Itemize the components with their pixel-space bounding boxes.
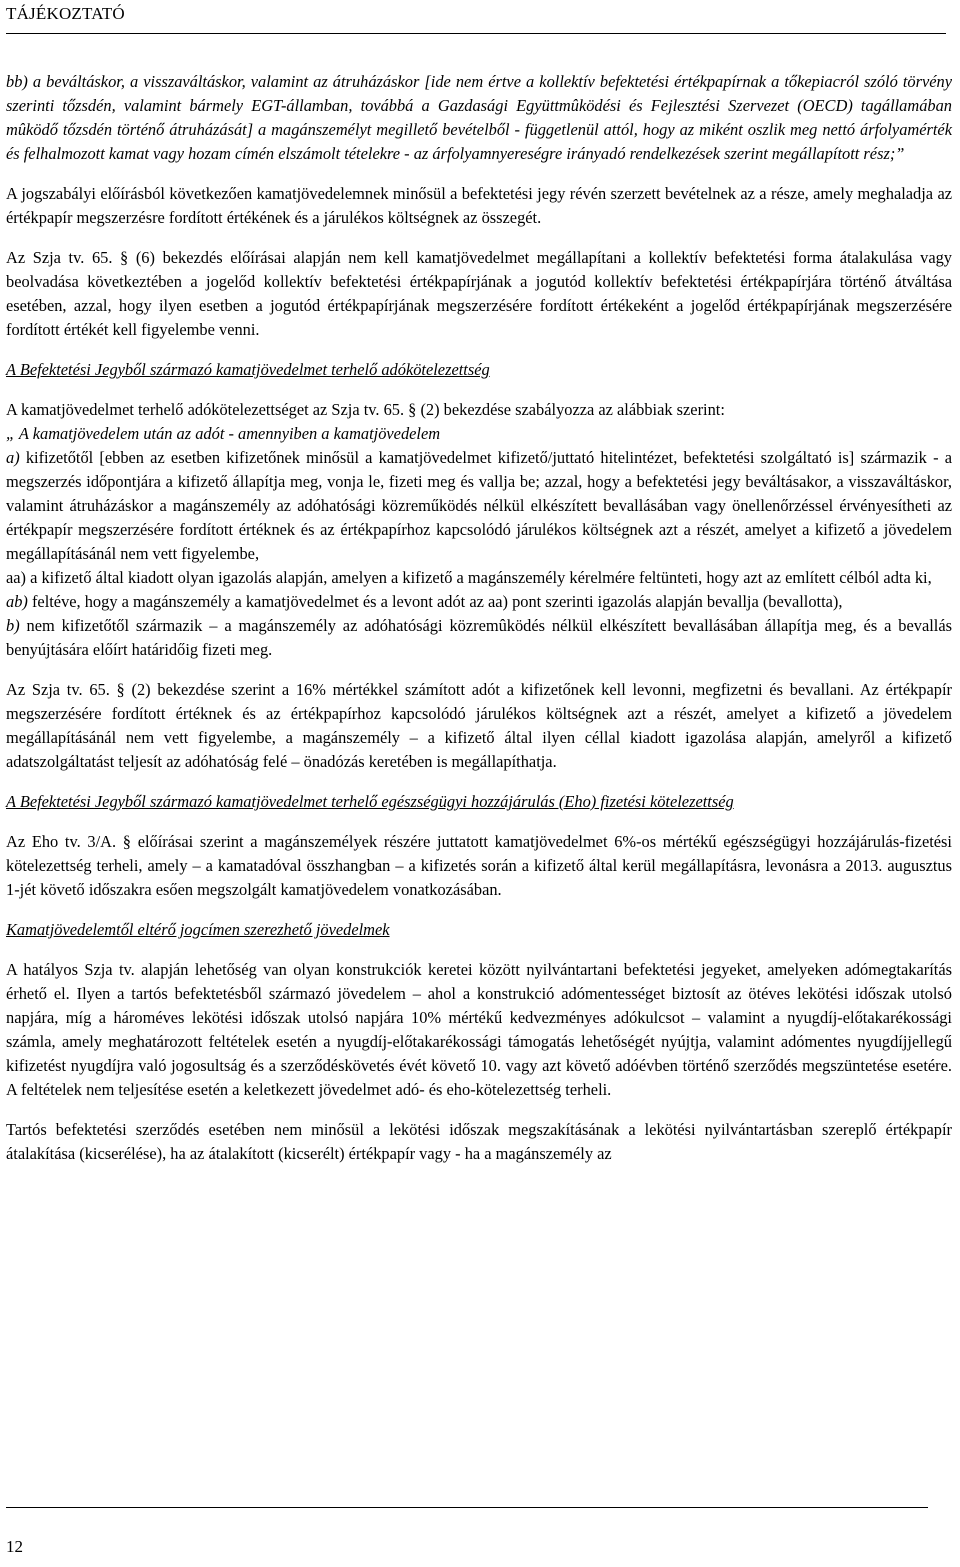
header-divider bbox=[6, 33, 946, 34]
paragraph-szja-65-2-intro: A kamatjövedelmet terhelő adókötelezettséget az Szja tv. 65. § (2) bekezdése szabályozza az alábbiak szerint: bbox=[6, 400, 725, 419]
quoted-paragraph-bb: bb) a beváltáskor, a visszaváltáskor, valamint az átruházáskor [ide nem értve a kollektív befektetési értékpapírnak a tőkepiacról szóló törvény szerinti tőzsdén, valamint bármely EGT-államban, továbbá a Gazdasági Együttmûködési és Fejlesztési Szervezet (OECD) tagállamában mûködő tőzsdén történő átruházását] a magánszemélyt megillető bevételből - függetlenül attól, hogy az miként oszlik meg nettó árfolyamérték és felhalmozott kamat vagy hozam címén elszámolt tételekre - az árfolyamnyereségre irányadó rendelkezések szerint megállapított rész;” bbox=[6, 72, 952, 163]
list-item-aa: aa) a kifizető által kiadott olyan igazolás alapján, amelyen a kifizető a magánszemély kérelmére feltünteti, hogy azt az említett célból adta ki, bbox=[6, 568, 932, 587]
list-item-a bbox=[6, 446, 952, 566]
list-item-b bbox=[6, 614, 952, 662]
paragraph-16-percent-tax: Az Szja tv. 65. § (2) bekezdése szerint a 16% mértékkel számított adót a kifizetőnek kell levonni, megfizetni és bevallani. Az értékpapír megszerzésére fordított értéknek és az értékpapírhoz kapcsolódó járulékos költségnek azt a részét, amelyet a kifizető a jövedelem megállapításánál nem vett figyelembe, a magánszemély – a kifizető által ilyen céllal kiadott igazolása alapján, amelyről a kifizető adatszolgáltatást teljesít az adóhatóság felé – önadózás keretében is megállapíthatja. bbox=[6, 680, 952, 771]
paragraph-long-term-contract: Tartós befektetési szerződés esetében nem minősül a lekötési időszak megszakításának a lekötési nyilvántartásban szereplő értékpapír átalakítása (kicserélése), ha az átalakított (kicserélt) értékpapír vagy - ha a magánszemély az bbox=[6, 1120, 952, 1163]
list-label-a: a) bbox=[6, 448, 20, 467]
section-heading-eho: A Befektetési Jegyből származó kamatjövedelmet terhelő egészségügyi hozzájárulás (Eho) fizetési kötelezettség bbox=[6, 792, 734, 811]
list-text-a: kifizetőtől [ebben az esetben kifizetőnek minősül a kamatjövedelmet kifizető/juttató hitelintézet, befektetési szolgáltató is] származik - a megszerzés időpontjára a kifizető állapítja meg, vonja le, fizeti meg és vallja be; azzal, hogy a befektetési jegy beváltásakor, a visszaváltáskor, valamint átruházáskor a magánszemély az adóhatósági közreműködés nélkül elkészített bevallásában vagy önellenőrzéssel érvényesítheti az értékpapír megszerzésére fordított értéknek és az értékpapírhoz kapcsolódó járulékos költségnek azt a részét, amelyet a kifizető a jövedelem megállapításánál nem vett figyelembe, bbox=[6, 448, 952, 563]
paragraph-szja-65-6: Az Szja tv. 65. § (6) bekezdés előírásai alapján nem kell kamatjövedelmet megállapítani a kollektív befektetési forma átalakulása vagy beolvadása következtében a jogelőd kollektív befektetési értékpapírjának a jogutód kollektív befektetési értékpapírjára történő átváltása esetében, azzal, hogy ilyen esetben a jogutód értékpapírjának megszerzésére fordított értékeként a jogelőd értékpapírjának megszerzésére fordított értékét kell figyelembe venni. bbox=[6, 248, 952, 339]
page-number: 12 bbox=[6, 1537, 23, 1556]
list-text-ab: feltéve, hogy a magánszemély a kamatjövedelmet és a levont adót az aa) pont szerinti igazolás alapján bevallja (bevallotta), bbox=[27, 592, 843, 611]
footer-divider bbox=[6, 1507, 928, 1508]
list-item-ab bbox=[6, 590, 952, 614]
paragraph-interest-income-definition: A jogszabályi előírásból következően kamatjövedelemnek minősül a befektetési jegy révén szerzett bevételnek az a része, amely meghaladja az értékpapír megszerzésre fordított értékének és a járulékos költségnek az összegét. bbox=[6, 184, 952, 227]
quote-opening-line: „ A kamatjövedelem után az adót - amennyiben a kamatjövedelem bbox=[6, 424, 441, 443]
list-text-b: nem kifizetőtől származik – a magánszemély az adóhatósági közremûködés nélkül elkészített bevallásában állapítja meg, és a bevallás benyújtására előírt határidőig fizeti meg. bbox=[6, 616, 952, 659]
section-heading-tax-obligation: A Befektetési Jegyből származó kamatjövedelmet terhelő adókötelezettség bbox=[6, 360, 490, 379]
paragraph-eho-6-percent: Az Eho tv. 3/A. § előírásai szerint a magánszemélyek részére juttatott kamatjövedelmet 6%-os mértékű egészségügyi hozzájárulás-fizetési kötelezettség terheli, amely – a kamatadóval összhangban – a kifizetés során a kifizető által kerül megállapításra, levonásra a 2013. augusztus 1-jét követő időszakra esően megszolgált kamatjövedelem vonatkozásában. bbox=[6, 832, 952, 899]
document-body bbox=[6, 70, 952, 1182]
list-label-b: b) bbox=[6, 616, 20, 635]
section-heading-other-income: Kamatjövedelemtől eltérő jogcímen szerezhető jövedelmek bbox=[6, 920, 390, 939]
paragraph-long-term-investment: A hatályos Szja tv. alapján lehetőség van olyan konstrukciók keretei között nyilvántartani befektetési jegyeket, amelyeken adómegtakarítás érhető el. Ilyen a tartós befektetésből származó jövedelem – ahol a konstrukció adómentességet biztosít az ötéves lekötési időszak utolsó napjára, míg a hároméves lekötési időszak utolsó napjára 10% mértékű kedvezményes adókulcsot – valamint a nyugdíj-előtakarékossági számla, amely meghatározott feltételek esetén a nyugdíj-előtakarékossági támogatás lehetőségét nyújtja, valamint adómentes nyugdíjjellegű kifizetést nyugdíjra való jogosultság és a szerződéskövetés évét követő 10. vagy azt követő adóévben történő szerződés megszüntetése esetére. A feltételek nem teljesítése esetén a keletkezett jövedelmet adó- és eho-kötelezettség terheli. bbox=[6, 960, 952, 1099]
list-label-ab: ab) bbox=[6, 592, 28, 611]
page-header-title: TÁJÉKOZTATÓ bbox=[6, 4, 125, 23]
